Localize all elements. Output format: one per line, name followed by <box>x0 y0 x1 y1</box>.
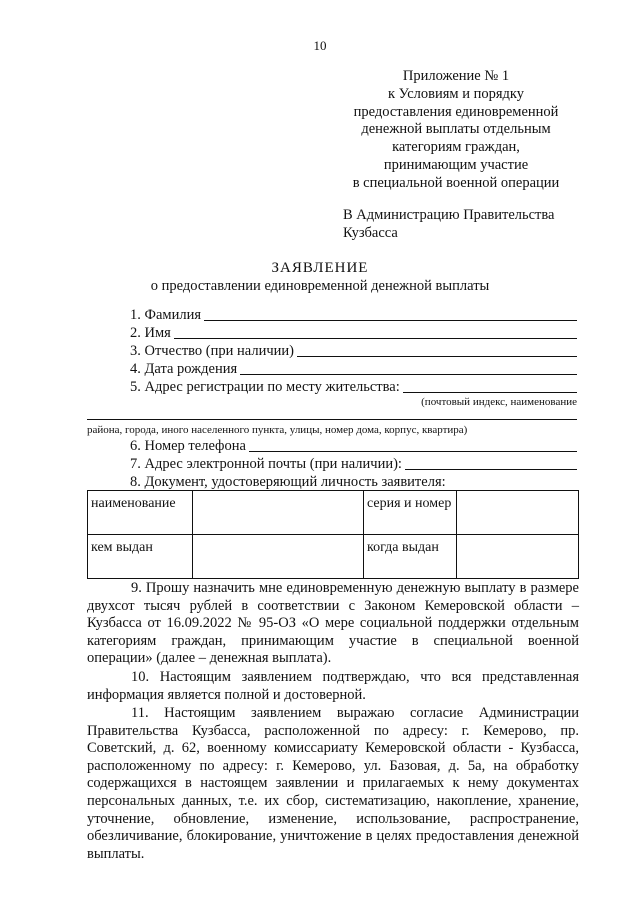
paragraph-9: 9. Прошу назначить мне единовременную денежную выплату в размере двухсот тысяч рублей в соответствии с Законом Кемеровской области – Кузбасса от 16.09.2022 № 95-ОЗ «О мере социальной поддержки отдельным категориям граждан, принимающим участие в специальной военной операции» (далее – денежная выплата). <box>87 580 579 667</box>
email-line[interactable] <box>405 456 577 470</box>
addressee-line: Кузбасса <box>343 224 398 241</box>
patronymic-line[interactable] <box>297 343 577 357</box>
doc-issued-when-label: когда выдан <box>364 535 457 579</box>
doc-issued-by-cell[interactable] <box>193 535 364 579</box>
address-field[interactable] <box>130 377 577 396</box>
appendix-line: к Условиям и порядку <box>388 85 524 102</box>
appendix-line: в специальной военной операции <box>352 174 560 191</box>
doc-series-cell[interactable] <box>457 491 579 535</box>
birthdate-label: 4. Дата рождения <box>130 361 238 377</box>
document-label: 8. Документ, удостоверяющий личность заявителя: <box>130 474 446 490</box>
name-label: 2. Имя <box>130 325 171 341</box>
address-hint: (почтовый индекс, наименование <box>421 396 577 408</box>
doc-series-label: серия и номер <box>364 491 457 535</box>
doc-issued-when-cell[interactable] <box>457 535 579 579</box>
paragraph-11: 11. Настоящим заявлением выражаю согласие Администрации Правительства Кузбасса, расположенной по адресу: г. Кемерово, пр. Советский, д. 62, военному комиссариату Кемеровской области - Кузбасса, расположенному по адресу: г. Кемерово, ул. Базовая, д. 5а, на обработку содержащихся в настоящем заявлении и прилагаемых к нему документах персональных данных, т.е. их сбор, систематизацию, накопление, хранение, уточнение, обновление, изменение, использование, распространение, обезличивание, блокирование, уничтожение в целях предоставления денежной выплаты. <box>87 705 579 862</box>
address-line-2[interactable] <box>87 419 577 420</box>
birthdate-field[interactable] <box>130 359 577 378</box>
addressee-line: В Администрацию Правительства <box>343 207 555 223</box>
identity-document-table <box>87 490 579 579</box>
appendix-line: принимающим участие <box>383 156 529 173</box>
appendix-line: предоставления единовременной <box>353 103 559 120</box>
phone-label: 6. Номер телефона <box>130 438 246 454</box>
doc-issued-by-label: кем выдан <box>88 535 193 579</box>
appendix-line: денежной выплаты отдельным <box>361 121 551 138</box>
doc-name-label: наименование <box>88 491 193 535</box>
document-title: ЗАЯВЛЕНИЕ <box>271 260 369 276</box>
paragraph-10: 10. Настоящим заявлением подтверждаю, что вся представленная информация является полной и достоверной. <box>87 669 579 703</box>
appendix-line: Приложение № 1 <box>402 68 510 84</box>
addressee <box>343 207 554 243</box>
surname-label: 1. Фамилия <box>130 307 201 323</box>
address-line[interactable] <box>403 379 577 393</box>
appendix-heading <box>336 68 576 193</box>
phone-field[interactable] <box>130 436 577 455</box>
patronymic-label: 3. Отчество (при наличии) <box>130 343 294 359</box>
address-label: 5. Адрес регистрации по месту жительства: <box>130 379 400 395</box>
name-field[interactable] <box>130 323 577 342</box>
name-line[interactable] <box>174 325 577 339</box>
patronymic-field[interactable] <box>130 341 577 360</box>
email-field[interactable] <box>130 454 577 473</box>
appendix-line: категориям граждан, <box>392 139 520 156</box>
document-field <box>130 472 577 491</box>
surname-field[interactable] <box>130 305 577 324</box>
email-label: 7. Адрес электронной почты (при наличии): <box>130 456 402 472</box>
surname-line[interactable] <box>204 307 577 321</box>
document-subtitle: о предоставлении единовременной денежной выплаты <box>150 278 490 294</box>
page-number: 10 <box>313 38 327 53</box>
phone-line[interactable] <box>249 438 577 452</box>
address-hint-2: района, города, иного населенного пункта, улицы, номер дома, корпус, квартира) <box>87 424 468 436</box>
doc-name-cell[interactable] <box>193 491 364 535</box>
birthdate-line[interactable] <box>240 361 577 375</box>
